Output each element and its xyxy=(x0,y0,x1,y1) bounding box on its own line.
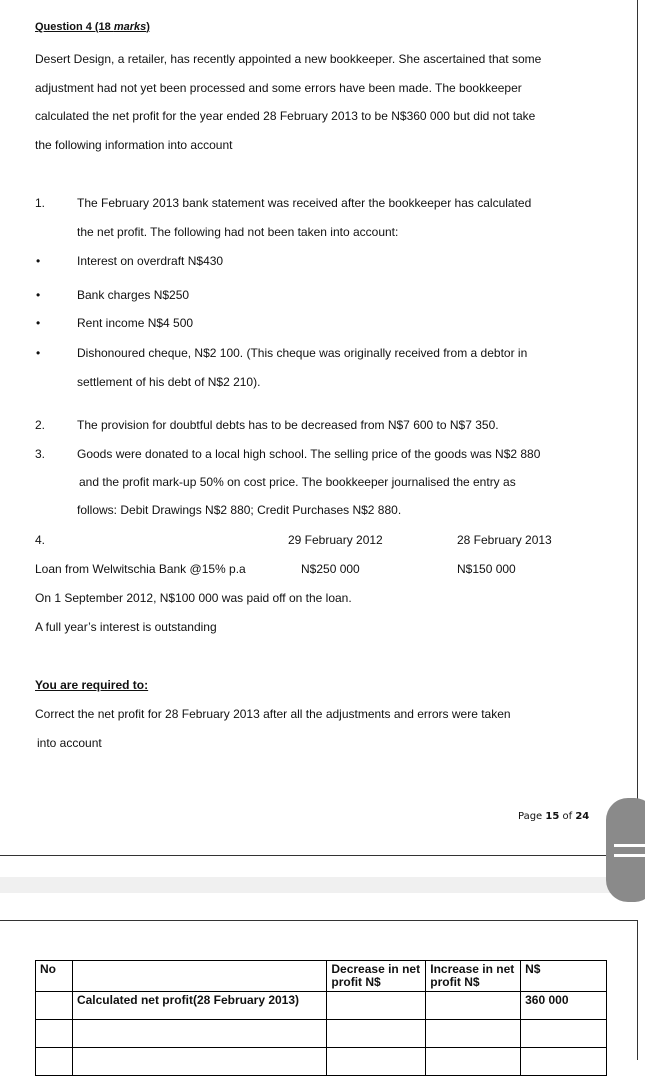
header-decrease: Decrease in net profit N$ xyxy=(327,961,426,992)
scroll-handle[interactable] xyxy=(606,798,645,902)
intro-line-1: Desert Design, a retailer, has recently appointed a new bookkeeper. She ascertained that some xyxy=(35,52,542,66)
loan-note-1: On 1 September 2012, N$100 000 was paid off on the loan. xyxy=(35,591,352,605)
item-3-line-2: and the profit mark-up 50% on cost price. The bookkeeper journalised the entry as xyxy=(79,475,516,489)
loan-2013-value: N$150 000 xyxy=(457,562,516,576)
table-row xyxy=(36,992,607,1020)
cell-no xyxy=(36,1048,73,1076)
header-description xyxy=(72,961,326,992)
item-2-text: The provision for doubtful debts has to be decreased from N$7 600 to N$7 350. xyxy=(77,418,499,432)
header-increase: Increase in net profit N$ xyxy=(426,961,521,992)
item-1-line-1: The February 2013 bank statement was received after the bookkeeper has calculated xyxy=(77,196,532,210)
date-2013: 28 February 2013 xyxy=(457,533,552,547)
loan-note-2: A full year’s interest is outstanding xyxy=(35,620,217,634)
header-amount: N$ xyxy=(521,961,607,992)
cell-decrease xyxy=(327,992,426,1020)
intro-line-3: calculated the net profit for the year ended 28 February 2013 to be N$360 000 but did not take xyxy=(35,109,536,123)
bullet-icon: • xyxy=(36,254,41,268)
item-2-number: 2. xyxy=(35,418,46,432)
question-title: Question 4 (18 marks) xyxy=(35,21,150,33)
cell-amount: 360 000 xyxy=(521,992,607,1020)
cell-description: Calculated net profit(28 February 2013) xyxy=(72,992,326,1020)
page-bottom-border xyxy=(0,855,638,856)
cell-increase xyxy=(426,1020,521,1048)
bullet-icon: • xyxy=(36,288,41,302)
cell-increase xyxy=(426,992,521,1020)
grip-line-icon xyxy=(614,844,645,847)
bullet-icon: • xyxy=(36,316,41,330)
table-row xyxy=(36,1048,607,1076)
required-line-2: into account xyxy=(37,736,102,750)
required-heading: You are required to: xyxy=(35,678,149,692)
page-16-right-border xyxy=(637,920,638,1060)
required-line-1: Correct the net profit for 28 February 2013 after all the adjustments and errors were taken xyxy=(35,707,511,721)
loan-label: Loan from Welwitschia Bank @15% p.a xyxy=(35,562,246,576)
cell-amount xyxy=(521,1020,607,1048)
item-3-line-1: Goods were donated to a local high school. The selling price of the goods was N$2 880 xyxy=(77,447,541,461)
item-3-line-3: follows: Debit Drawings N$2 880; Credit Purchases N$2 880. xyxy=(77,503,402,517)
item-1-line-2: the net profit. The following had not been taken into account: xyxy=(77,225,399,239)
item-3-number: 3. xyxy=(35,447,46,461)
grip-line-icon xyxy=(614,854,645,857)
adjustment-table xyxy=(35,960,607,1076)
cell-description xyxy=(72,1048,326,1076)
table-header-row xyxy=(36,961,607,992)
cell-decrease xyxy=(327,1020,426,1048)
bullet-item-3: Rent income N$4 500 xyxy=(77,316,194,330)
table-row xyxy=(36,1020,607,1048)
marks-label: marks xyxy=(113,21,147,33)
page-number: Page 15 of 24 xyxy=(518,811,590,822)
date-2012: 29 February 2012 xyxy=(288,533,383,547)
bullet-icon: • xyxy=(36,346,41,360)
page-right-border xyxy=(637,0,638,856)
bullet-item-4-cont: settlement of his debt of N$2 210). xyxy=(77,375,261,389)
cell-increase xyxy=(426,1048,521,1076)
cell-amount xyxy=(521,1048,607,1076)
cell-no xyxy=(36,992,73,1020)
bullet-item-1: Interest on overdraft N$430 xyxy=(77,254,224,268)
bullet-item-2: Bank charges N$250 xyxy=(77,288,190,302)
intro-line-4: the following information into account xyxy=(35,138,233,152)
item-1-number: 1. xyxy=(35,196,46,210)
intro-line-2: adjustment had not yet been processed and some errors have been made. The bookkeeper xyxy=(35,81,522,95)
loan-2012-value: N$250 000 xyxy=(301,562,360,576)
page-gap xyxy=(0,877,645,893)
page-16-top-border xyxy=(0,920,638,921)
cell-decrease xyxy=(327,1048,426,1076)
bullet-item-4: Dishonoured cheque, N$2 100. (This cheque was originally received from a debtor in xyxy=(77,346,528,360)
header-no: No xyxy=(36,961,73,992)
cell-description xyxy=(72,1020,326,1048)
item-4-number: 4. xyxy=(35,533,46,547)
cell-no xyxy=(36,1020,73,1048)
